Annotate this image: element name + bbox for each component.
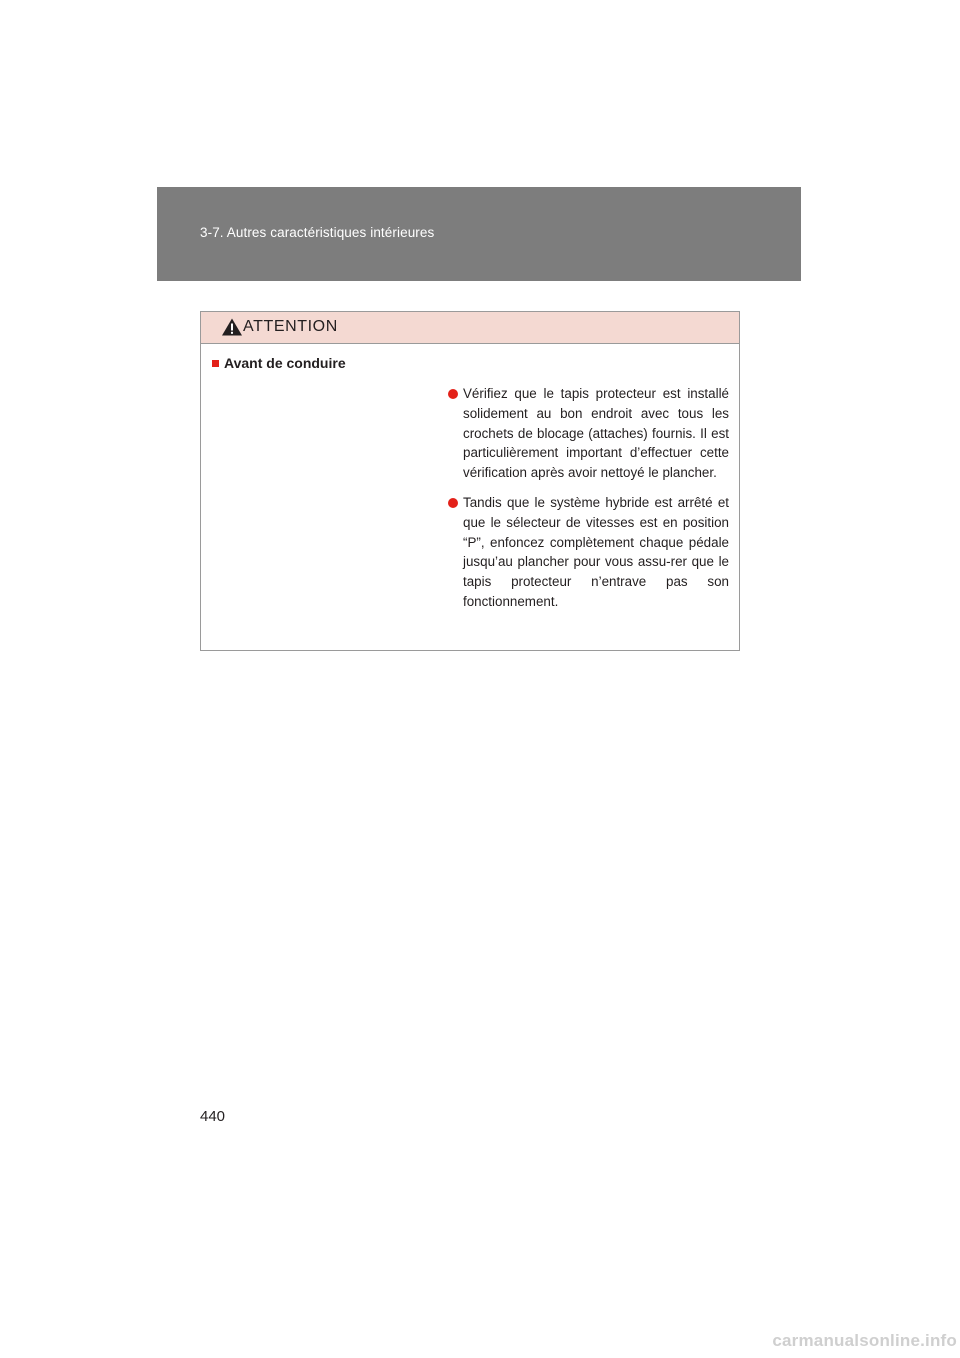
warning-item-text: Vérifiez que le tapis protecteur est installé solidement au bon endroit avec tous les crochets de blocage (attaches) fournis. Il est particulièrement important d’effectuer cette vérification après avoir nettoyé le plancher.: [463, 386, 729, 481]
warning-triangle-icon: [221, 317, 243, 337]
warning-title: ATTENTION: [243, 318, 338, 335]
warning-item-list: [448, 384, 729, 622]
page-number: 440: [200, 1108, 226, 1125]
round-bullet-icon: [448, 389, 458, 399]
warning-subheading: [212, 355, 346, 371]
warning-item-text: Tandis que le système hybride est arrêté et que le sélecteur de vitesses est en position “P”, enfoncez complètement chaque pédale jusqu’au plancher pour vous assu-rer que le tapis protecteur n’entrave pas son fonctionnement.: [463, 494, 729, 609]
warning-item: [448, 493, 729, 612]
warning-item: [448, 384, 729, 483]
round-bullet-icon: [448, 498, 458, 508]
watermark: carmanualsonline.info: [772, 1331, 957, 1350]
section-title: 3-7. Autres caractéristiques intérieures: [200, 225, 435, 240]
warning-subheading-text: Avant de conduire: [224, 355, 346, 371]
warning-header: [201, 312, 739, 344]
section-header-band: [157, 187, 801, 281]
square-bullet-icon: [212, 360, 219, 367]
warning-box: [200, 311, 740, 651]
